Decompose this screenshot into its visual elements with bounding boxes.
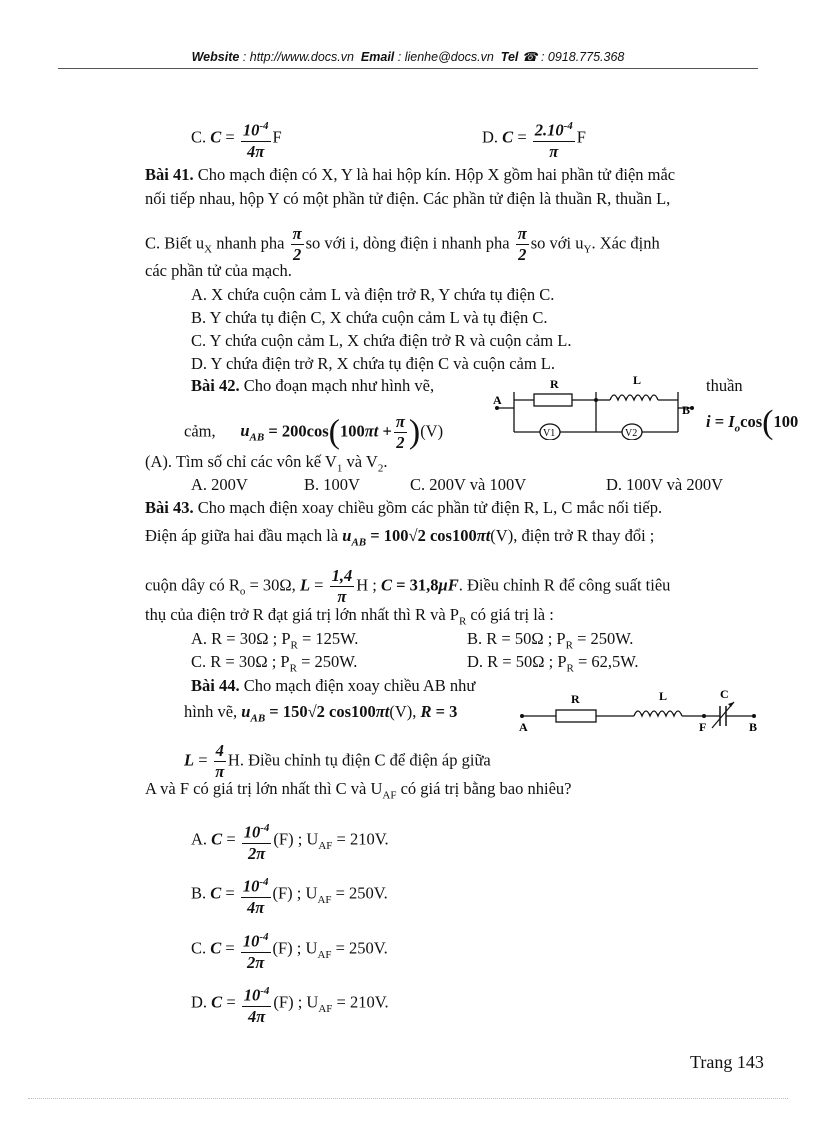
q44-option-d: D. C = $\frac{10^{-4}}{4\pi}$ (F) ; $U_{AF} = 210V$. — [191, 981, 389, 1027]
q41-line2: nối tiếp nhau, hộp Y có một phần tử điện. Các phần tử điện là thuần R, thuần L, — [145, 189, 671, 208]
q41-line4: các phần tử của mạch. — [145, 261, 292, 280]
q44-line1: Bài 44. Cho mạch điện xoay chiều AB như — [191, 676, 476, 695]
tel-value: : 0918.775.368 — [540, 50, 625, 64]
svg-text:V1: V1 — [543, 428, 556, 439]
q43-line2: Điện áp giữa hai đầu mạch là $u_{AB} = 100√2$ cos100πt(V), điện trở R thay đổi ; — [145, 526, 655, 549]
q42-option-d: D. 100V và 200V — [606, 475, 724, 494]
q42-label-r: R — [550, 377, 559, 391]
prev-option-c: C. C = $\frac{10^{-4}}{4\pi}$ F — [191, 116, 282, 162]
q43-line1: Bài 43. Cho mạch điện xoay chiều gồm các phần tử điện R, L, C mắc nối tiếp. — [145, 498, 663, 517]
q44-node-f: F — [699, 720, 707, 734]
q42-option-a: A. 200V — [191, 475, 248, 494]
q44-line2: hình vẽ, $u_{AB} = 150√2$ cos100πt(V), R = 3 — [184, 702, 458, 725]
q44-label-c: C — [720, 687, 729, 701]
q44-node-b: B — [749, 720, 758, 734]
q41-option-d: D. Y chứa điện trở R, X chứa tụ điện C và cuộn cảm L. — [191, 354, 555, 373]
prev-option-d: D. C = $\frac{2.10^{-4}}{\pi}$ F — [482, 116, 586, 162]
q41-option-a: A. X chứa cuộn cảm L và điện trở R, Y chứa tụ điện C. — [191, 285, 555, 304]
q42-resistor — [534, 394, 572, 406]
q43-line3: cuộn dây có $R_o = 30\Omega$, L = $\frac{1,4}{\pi}$ H ; C = 31,8μF. Điều chỉnh R để công suất tiêu — [145, 566, 671, 606]
footer-rule — [28, 1098, 788, 1099]
q42-circuit — [492, 370, 702, 440]
q44-node-a: A — [519, 720, 528, 734]
page-number: Trang 143 — [690, 1052, 764, 1072]
q43-option-a: A. R = 30Ω ; $P_R = 125W$. — [191, 629, 359, 652]
tel-label: Tel — [500, 50, 519, 64]
header-rule — [58, 68, 758, 69]
q41-line1: Bài 41. Cho mạch điện có X, Y là hai hộp kín. Hộp X gồm hai phần tử điện mắc — [145, 165, 676, 184]
q44-option-c: C. C = $\frac{10^{-4}}{2\pi}$ (F) ; $U_{AF} = 250V$. — [191, 927, 388, 973]
q42-line2: cảm, $u_{AB} = 200\cos(100\pi t$ + $\frac{\pi}{2}$ )(V) — [184, 412, 444, 452]
q44-line4: A và F có giá trị lớn nhất thì C và $U_{AF}$ có giá trị bằng bao nhiêu? — [145, 779, 572, 802]
q42-line1: Bài 42. Cho đoạn mạch như hình vẽ, — [191, 376, 435, 395]
website-label: Website — [191, 50, 240, 64]
q44-line3: L = $\frac{4}{\pi}$ H. Điều chỉnh tụ điện C để điện áp giữa — [184, 741, 491, 781]
svg-text:V2: V2 — [625, 428, 638, 439]
q44-label-r: R — [571, 692, 580, 706]
q44-option-a: A. C = $\frac{10^{-4}}{2\pi}$ (F) ; $U_{AF} = 210V$. — [191, 818, 389, 864]
q42-node-b: B — [682, 403, 691, 417]
q42-option-c: C. 200V và 100V — [410, 475, 527, 494]
q43-option-c: C. R = 30Ω ; $P_R = 250W$. — [191, 652, 358, 675]
email-label: Email — [360, 50, 395, 64]
q44-option-b: B. C = $\frac{10^{-4}}{4\pi}$ (F) ; $U_{AF} = 250V$. — [191, 872, 388, 918]
q43-option-b: B. R = 50Ω ; $P_R = 250W$. — [467, 629, 634, 652]
q42-line1-end: thuần — [706, 376, 743, 395]
email-value[interactable]: : lienhe@docs.vn — [397, 50, 494, 64]
page-header — [0, 49, 816, 64]
website-url[interactable]: : http://www.docs.vn — [242, 50, 354, 64]
phone-icon: ☎ — [521, 50, 538, 64]
q42-node-a: A — [493, 393, 502, 407]
q42-inductor — [610, 395, 658, 400]
q42-line3: (A). Tìm số chỉ các vôn kế $V_1$ và $V_2$. — [145, 452, 388, 475]
q41-option-b: B. Y chứa tụ điện C, X chứa cuộn cảm L và tụ điện C. — [191, 308, 548, 327]
q42-label-l: L — [633, 373, 642, 387]
q42-current: $i = I_o\cos(100$ — [706, 404, 799, 442]
q43-option-d: D. R = 50Ω ; $P_R = 62,5W$. — [467, 652, 639, 675]
q43-line4: thụ của điện trở R đạt giá trị lớn nhất thì R và $P_R$ có giá trị là : — [145, 605, 554, 628]
q41-line3: C. Biết $u_X$ nhanh pha $\frac{\pi}{2}$ so với i, dòng điện i nhanh pha $\frac{\pi}{2}$ so với $u_Y$. Xác định — [145, 224, 660, 264]
q44-circuit — [516, 686, 766, 736]
q42-option-b: B. 100V — [304, 475, 360, 494]
q41-option-c: C. Y chứa cuộn cảm L, X chứa điện trở R và cuộn cảm L. — [191, 331, 572, 350]
q44-label-l: L — [659, 689, 668, 703]
